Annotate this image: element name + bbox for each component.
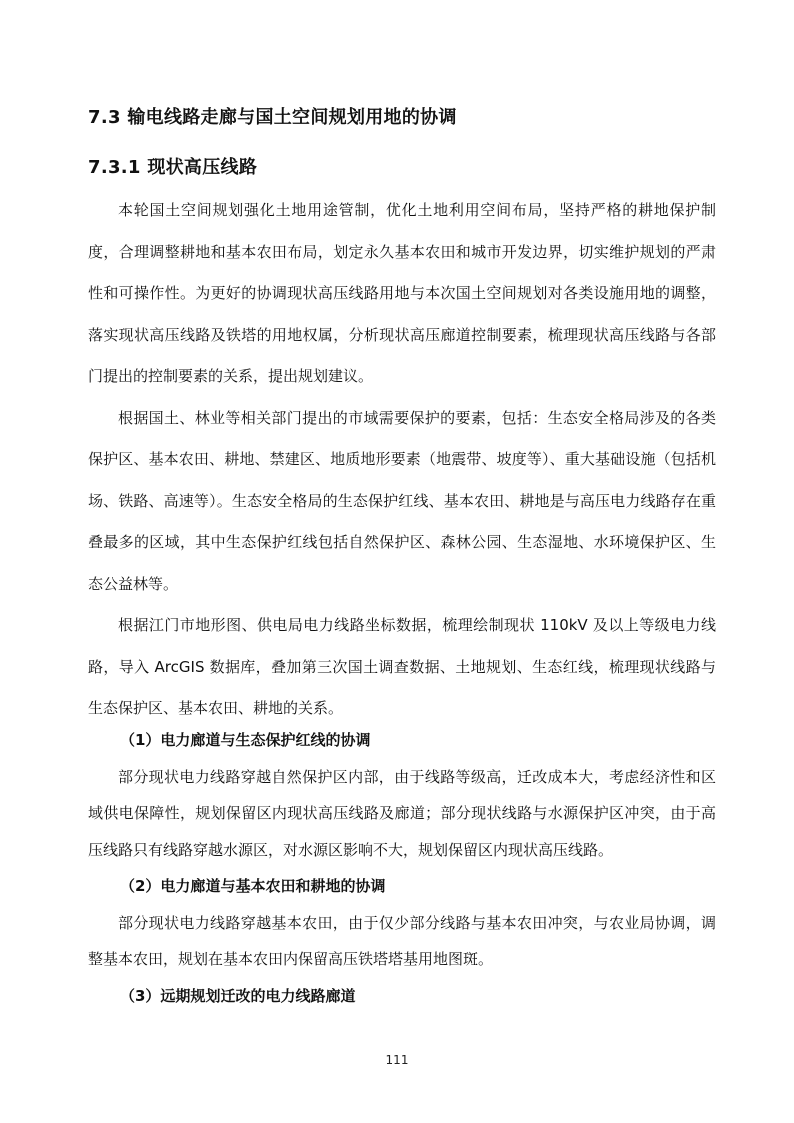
subsection-heading: 7.3.1 现状高压线路	[88, 157, 258, 178]
coordination-items	[88, 722, 716, 1014]
item-text: 部分现状电力线路穿越基本农田，由于仅少部分线路与基本农田冲突，与农业局协调，调整基本农田，规划在基本农田内保留高压铁塔塔基用地图斑。	[88, 913, 716, 968]
item-text: 部分现状电力线路穿越自然保护区内部，由于线路等级高，迁改成本大，考虑经济性和区域供电保障性，规划保留区内现状高压线路及廊道；部分现状线路与水源保护区冲突，由于高压线路只有线路穿越水源区，对水源区影响不大，规划保留区内现状高压线路。	[88, 767, 716, 859]
section-heading: 7.3 输电线路走廊与国土空间规划用地的协调	[88, 107, 457, 128]
paragraph: 根据江门市地形图、供电局电力线路坐标数据，梳理绘制现状 110kV 及以上等级电力线路，导入 ArcGIS 数据库，叠加第三次国土调查数据、土地规划、生态红线，梳理现状线路与生态保护区、基本农田、耕地的关系。	[88, 616, 716, 717]
paragraph: 根据国土、林业等相关部门提出的市域需要保护的要素，包括：生态安全格局涉及的各类保护区、基本农田、耕地、禁建区、地质地形要素（地震带、坡度等）、重大基础设施（包括机场、铁路、高速等）。生态安全格局的生态保护红线、基本农田、耕地是与高压电力线路存在重叠最多的区域，其中生态保护红线包括自然保护区、森林公园、生态湿地、水环境保护区、生态公益林等。	[88, 408, 716, 593]
body-paragraphs	[88, 190, 716, 730]
item-heading: （3）远期规划迁改的电力线路廊道	[120, 986, 356, 1005]
item-heading: （1）电力廊道与生态保护红线的协调	[120, 731, 371, 749]
page-number: 111	[385, 1053, 409, 1067]
paragraph: 本轮国土空间规划强化土地用途管制，优化土地利用空间布局，坚持严格的耕地保护制度，合理调整耕地和基本农田布局，划定永久基本农田和城市开发边界，切实维护规划的严肃性和可操作性。为更好的协调现状高压线路用地与本次国土空间规划对各类设施用地的调整，落实现状高压线路及铁塔的用地权属，分析现状高压廊道控制要素，梳理现状高压线路与各部门提出的控制要素的关系，提出规划建议。	[88, 201, 716, 385]
item-heading: （2）电力廊道与基本农田和耕地的协调	[120, 877, 386, 895]
